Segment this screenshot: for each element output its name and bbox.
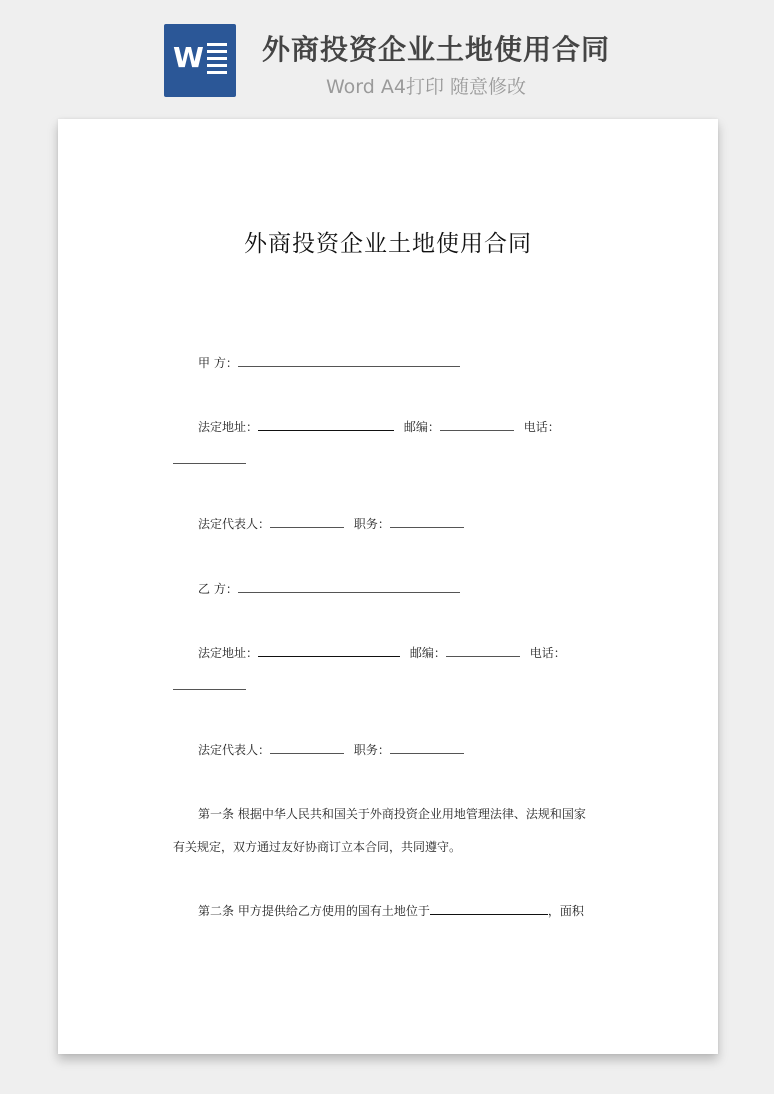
party-a-position-blank[interactable] xyxy=(390,517,464,528)
land-location-blank[interactable] xyxy=(430,904,548,915)
article-2-suffix: ，面积 xyxy=(547,904,584,918)
postcode-label: 邮编： xyxy=(403,420,440,434)
party-b-blank[interactable] xyxy=(238,582,460,593)
party-b-representative-line xyxy=(198,742,464,758)
word-icon xyxy=(164,24,236,97)
article-1-line-2: 有关规定，双方通过友好协商订立本合同，共同遵守。 xyxy=(173,840,462,854)
party-a-line xyxy=(198,355,460,371)
party-b-position-blank[interactable] xyxy=(390,743,464,754)
position-label: 职务： xyxy=(353,517,390,531)
party-b-postcode-blank[interactable] xyxy=(446,646,520,657)
position-label: 职务： xyxy=(353,743,390,757)
party-b-label: 乙 方： xyxy=(198,582,238,596)
party-b-phone-blank[interactable] xyxy=(173,679,246,690)
word-icon-letter: W xyxy=(173,41,204,74)
party-b-address-blank[interactable] xyxy=(258,646,400,657)
article-1-line-1: 第一条 根据中华人民共和国关于外商投资企业用地管理法律、法规和国家 xyxy=(198,807,586,821)
party-a-representative-line xyxy=(198,516,464,532)
address-label: 法定地址： xyxy=(198,646,259,660)
header-subtitle: Word A4打印 随意修改 xyxy=(326,76,527,98)
party-a-postcode-blank[interactable] xyxy=(440,420,514,431)
watermark xyxy=(91,481,105,501)
article-2-line xyxy=(198,903,584,919)
party-b-address-line xyxy=(198,645,566,661)
representative-label: 法定代表人： xyxy=(198,743,271,757)
article-2-prefix: 第二条 甲方提供给乙方使用的国有土地位于 xyxy=(198,904,430,918)
word-icon-lines xyxy=(207,43,227,78)
party-a-label: 甲 方： xyxy=(198,356,238,370)
phone-label: 电话： xyxy=(529,646,566,660)
representative-label: 法定代表人： xyxy=(198,517,271,531)
party-a-blank[interactable] xyxy=(238,356,460,367)
page-header xyxy=(0,0,774,118)
postcode-label: 邮编： xyxy=(409,646,446,660)
party-a-phone-line xyxy=(173,452,246,468)
header-title: 外商投资企业土地使用合同 xyxy=(262,33,611,66)
address-label: 法定地址： xyxy=(198,420,259,434)
document-page xyxy=(58,119,718,1054)
party-a-address-line xyxy=(198,419,560,435)
party-b-representative-blank[interactable] xyxy=(270,743,344,754)
party-a-address-blank[interactable] xyxy=(258,420,394,431)
phone-label: 电话： xyxy=(523,420,560,434)
document-title: 外商投资企业土地使用合同 xyxy=(244,231,532,257)
party-a-phone-blank[interactable] xyxy=(173,453,246,464)
party-b-line xyxy=(198,581,460,597)
party-a-representative-blank[interactable] xyxy=(270,517,344,528)
party-b-phone-line xyxy=(173,678,246,694)
